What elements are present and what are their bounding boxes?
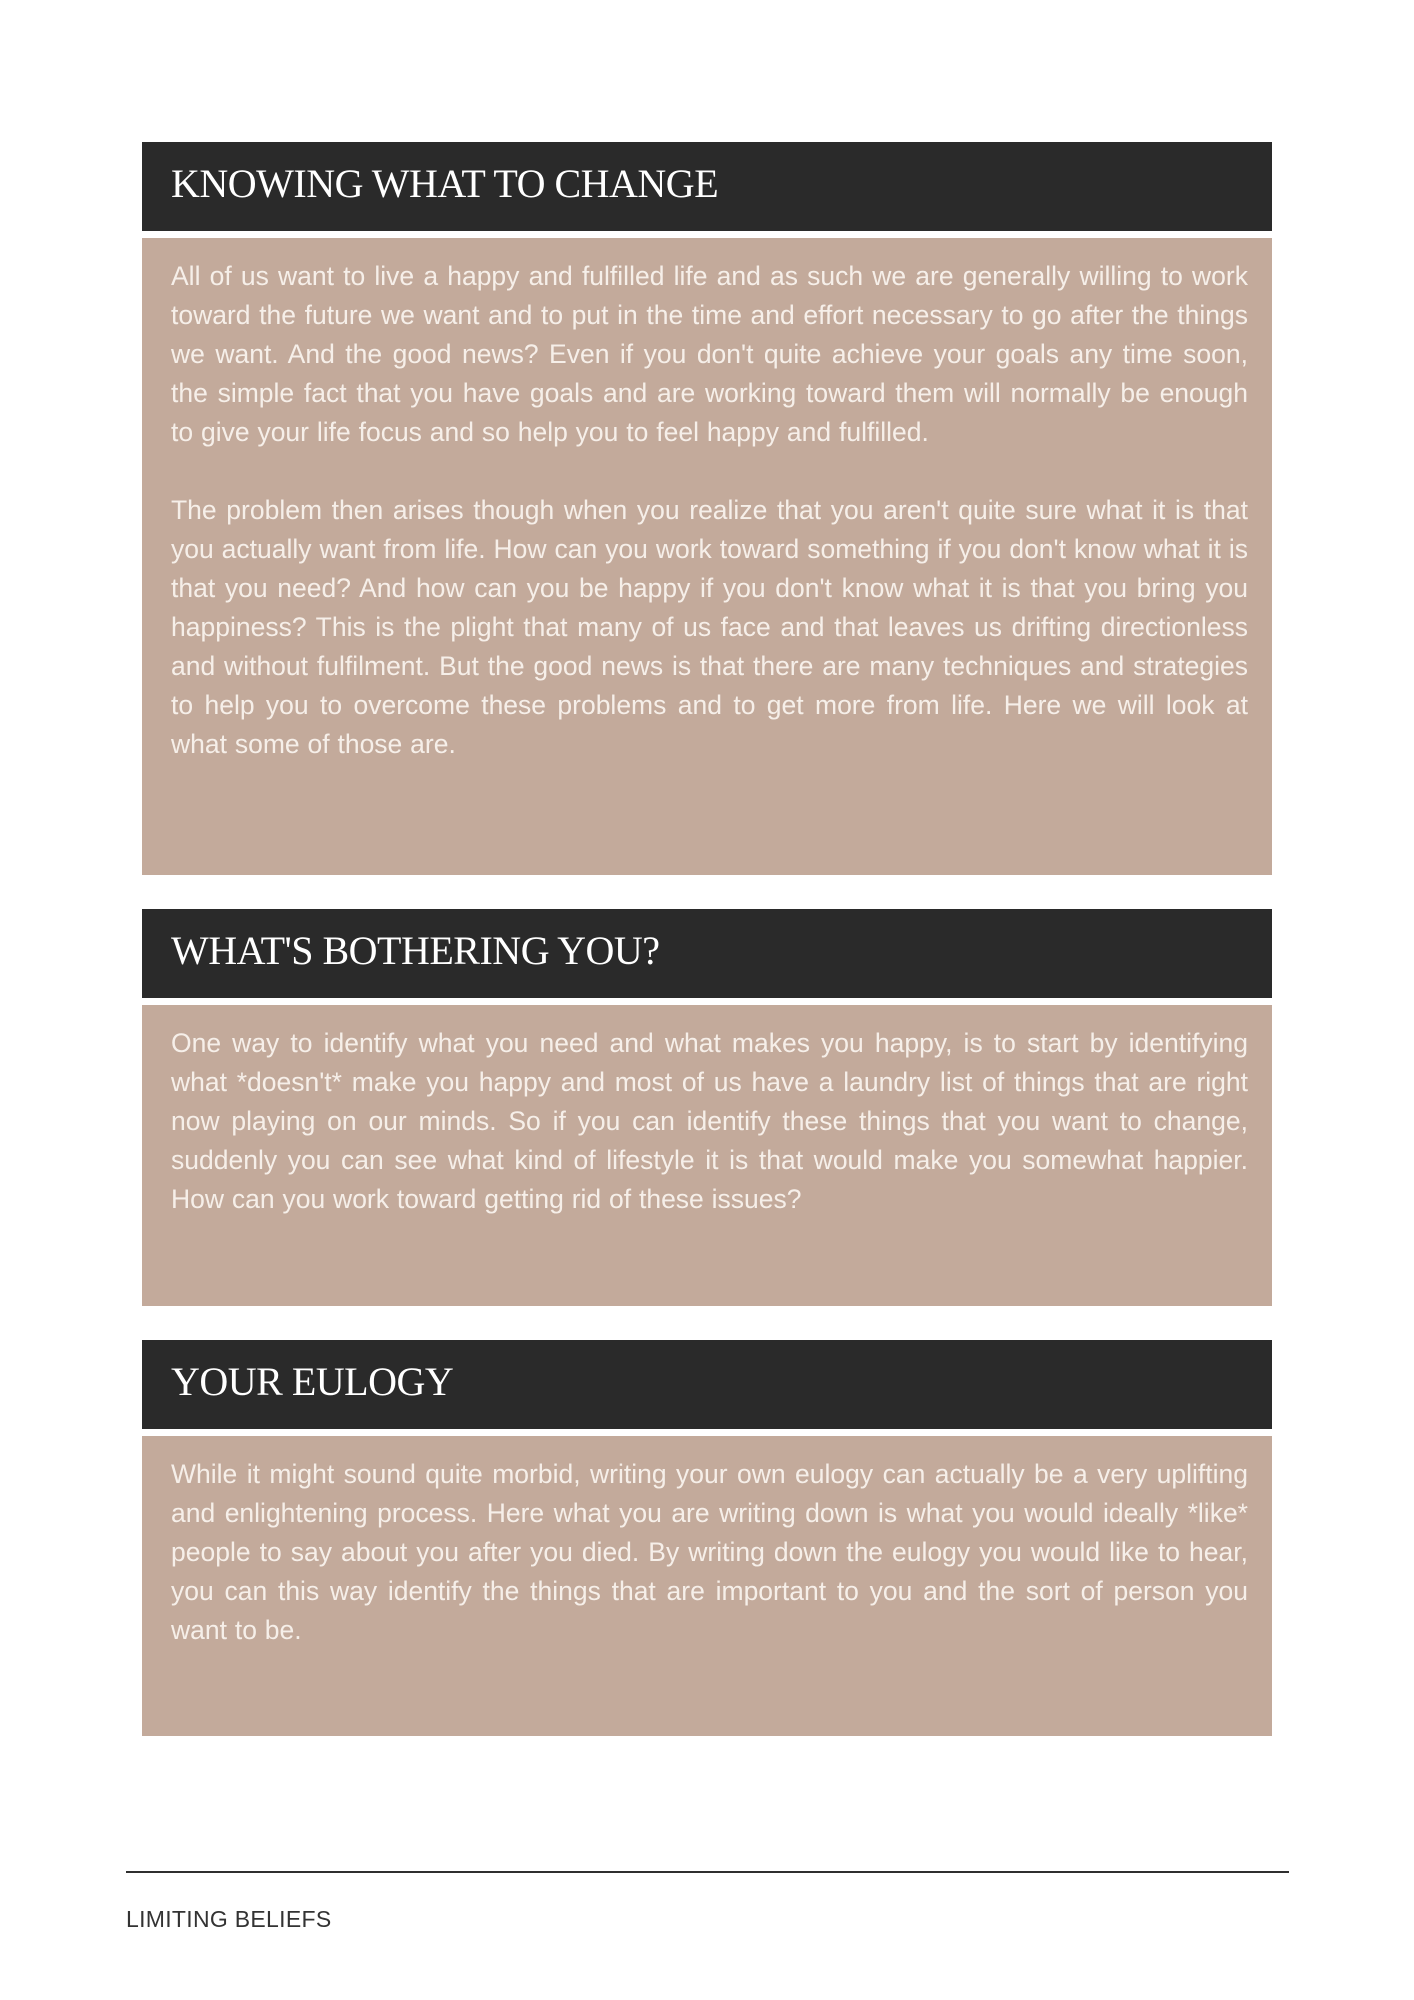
paragraph: All of us want to live a happy and fulfilled life and as such we are generally willing to work toward the future we want and to put in the time and effort necessary to go after the things we want. And the good news? Even if you don't quite achieve your goals any time soon, the simple fact that you have goals and are working toward them will normally be enough to give your life focus and so help you to feel happy and fulfilled. [171, 261, 1248, 447]
paragraph: While it might sound quite morbid, writing your own eulogy can actually be a very uplifting and enlightening process. Here what you are writing down is what you would ideally *like* people to say about you after you died. By writing down the eulogy you would like to hear, you can this way identify the things that are important to you and the sort of person you want to be. [171, 1459, 1248, 1645]
section-header-whats-bothering-you [142, 909, 1272, 998]
footer-divider [126, 1871, 1289, 1873]
section-title: KNOWING WHAT TO CHANGE [171, 161, 719, 206]
paragraph: One way to identify what you need and what makes you happy, is to start by identifying what *doesn't* make you happy and most of us have a laundry list of things that are right now playing on our minds. So if you can identify these things that you want to change, suddenly you can see what kind of lifestyle it is that would make you somewhat happier. How can you work toward getting rid of these issues? [171, 1028, 1248, 1214]
section-header-knowing-what-to-change [142, 142, 1272, 231]
section-body-whats-bothering-you [142, 1005, 1272, 1306]
section-header-your-eulogy [142, 1340, 1272, 1429]
section-body-knowing-what-to-change [142, 238, 1272, 875]
section-title: YOUR EULOGY [171, 1359, 454, 1404]
section-title: WHAT'S BOTHERING YOU? [171, 928, 660, 973]
footer-label: LIMITING BELIEFS [126, 1906, 332, 1932]
paragraph: The problem then arises though when you realize that you aren't quite sure what it is that you actually want from life. How can you work toward something if you don't know what it is that you need? And how can you be happy if you don't know what it is that you bring you happiness? This is the plight that many of us face and that leaves us drifting directionless and without fulfilment. But the good news is that there are many techniques and strategies to help you to overcome these problems and to get more from life. Here we will look at what some of those are. [171, 495, 1248, 759]
section-body-your-eulogy [142, 1436, 1272, 1736]
